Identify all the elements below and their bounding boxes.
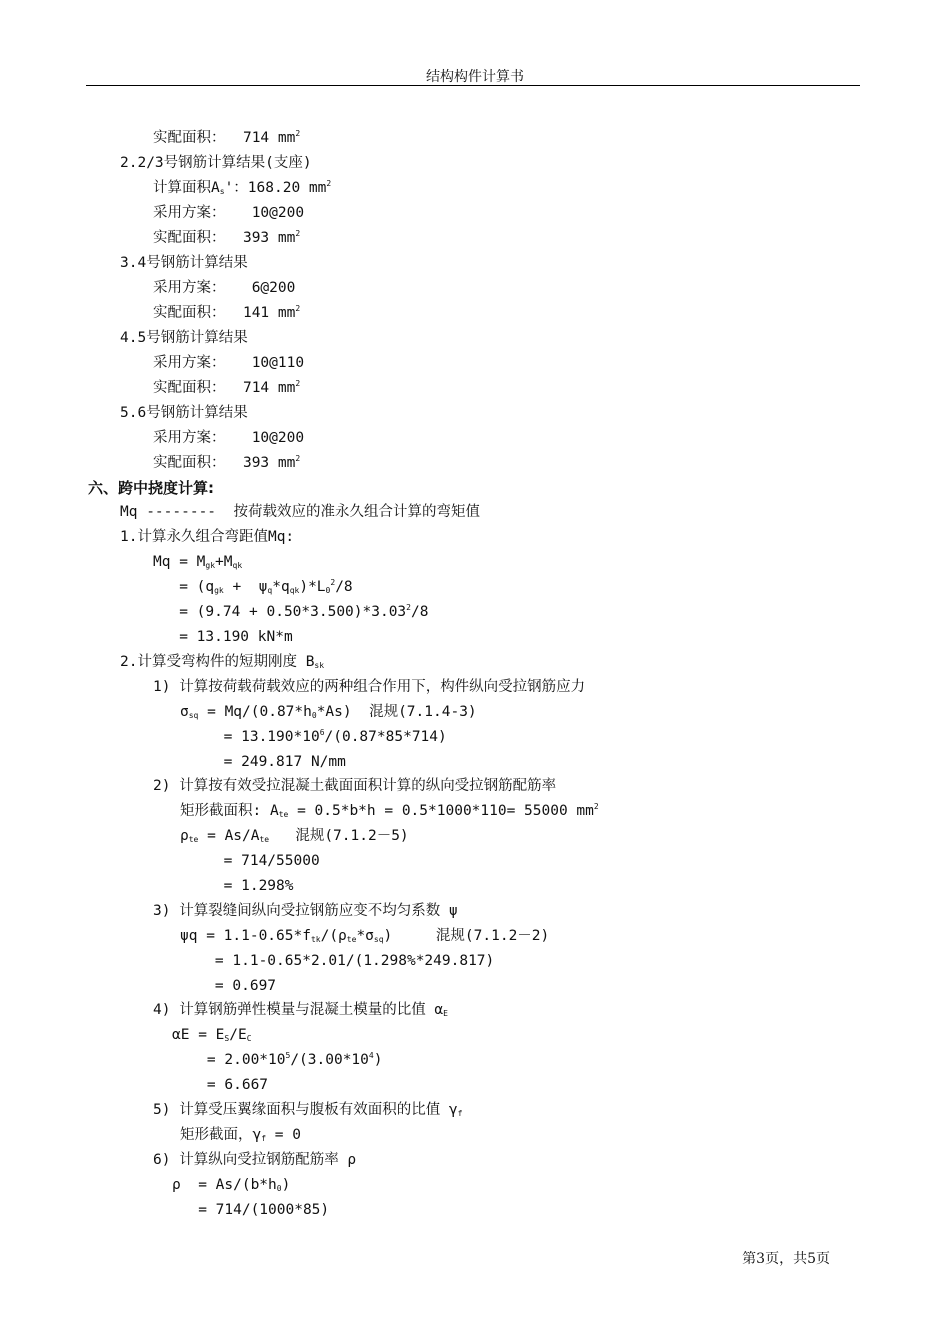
formula-line: = $(q_{gk} + \psi_q*q_{qk})*L_0^2/8$ — [153, 578, 353, 595]
text-line: 实配面积： 393 $mm^2$ — [153, 454, 301, 471]
formula-line: 矩形截面积: $A_{te} = 0.5*b*h = 0.5*1000*110= 55000$ $mm^2$ — [180, 802, 599, 819]
document-header-title: 结构构件计算书 — [426, 69, 524, 85]
text-line: 5.6号钢筋计算结果 — [120, 405, 248, 421]
text-line: 1.计算永久组合弯距值Mq: — [120, 529, 295, 545]
text-line: 1) 计算按荷载荷载效应的两种组合作用下，构件纵向受拉钢筋应力 — [153, 679, 586, 695]
text-line: 4) 计算钢筋弹性模量与混凝土模量的比值 $\alpha_E$ — [153, 1002, 448, 1018]
formula-line: = 714/(1000*85) — [172, 1202, 330, 1218]
text-line: 2.2/3号钢筋计算结果(支座) — [120, 155, 312, 171]
formula-line: = 1.298% — [180, 878, 294, 894]
text-line: Mq -------- 按荷载效应的准永久组合计算的弯矩值 — [120, 504, 480, 520]
text-line: 采用方案： 10@200 — [153, 205, 305, 221]
page-number: 第3页，共5页 — [742, 1251, 830, 1267]
formula-line: = 6.667 — [172, 1077, 269, 1093]
formula-line: = $(9.74 + 0.50*3.500)*3.03^2/8$ — [153, 603, 429, 620]
text-line: 采用方案： 10@110 — [153, 355, 305, 371]
text-line: 实配面积： 714 $mm^2$ — [153, 129, 301, 146]
formula-line: = 249.817 N/mm — [180, 754, 346, 770]
text-line: 3.4号钢筋计算结果 — [120, 255, 248, 271]
text-line: 采用方案： 6@200 — [153, 280, 296, 296]
text-line: 3) 计算裂缝间纵向受拉钢筋应变不均匀系数 ψ — [153, 903, 458, 919]
formula-line: $\psi q = 1.1-0.65*f_{tk}/(\rho_{te}*\sigma_{sq})$ 混规(7.1.2－2) — [180, 928, 550, 944]
formula-line: $\sigma_{sq} = Mq/(0.87*h_0*As)$ 混规(7.1.4-3) — [180, 704, 477, 720]
header-divider — [86, 85, 860, 86]
text-line: 6) 计算纵向受拉钢筋配筋率 ρ — [153, 1152, 357, 1168]
formula-line: $\rho = As/(b*h_0)$ — [172, 1177, 291, 1193]
text-line: 实配面积： 393 $mm^2$ — [153, 229, 301, 246]
text-line: 2.计算受弯构件的短期刚度 $B_{sk}$ — [120, 654, 325, 670]
formula-line: $Mq = M_{gk}+M_{qk}$ — [153, 554, 243, 570]
formula-line: = $2.00*10^5/(3.00*10^4)$ — [172, 1051, 383, 1068]
text-line: 计算面积$A_s'$：168.20 $mm^2$ — [153, 179, 332, 196]
formula-line: 矩形截面，$\gamma_f = 0$ — [180, 1127, 301, 1143]
formula-line: = $13.190*10^6/(0.87*85*714)$ — [180, 728, 447, 745]
text-line: 实配面积： 714 $mm^2$ — [153, 379, 301, 396]
formula-line: = 0.697 — [180, 978, 277, 994]
text-line: 4.5号钢筋计算结果 — [120, 330, 248, 346]
formula-line: $\rho_{te} = As/A_{te}$ 混规(7.1.2－5) — [180, 828, 409, 844]
formula-line: $\alpha E = E_S/E_C$ — [172, 1027, 252, 1043]
text-line: 2) 计算按有效受拉混凝土截面面积计算的纵向受拉钢筋配筋率 — [153, 778, 557, 794]
text-line: 实配面积： 141 $mm^2$ — [153, 304, 301, 321]
text-line: 5) 计算受压翼缘面积与腹板有效面积的比值 $\gamma_f$ — [153, 1102, 463, 1118]
formula-line: = 13.190 kN*m — [153, 629, 293, 645]
section-heading: 六、跨中挠度计算: — [88, 479, 214, 497]
text-line: 采用方案： 10@200 — [153, 430, 305, 446]
formula-line: = 1.1-0.65*2.01/(1.298%*249.817) — [180, 953, 495, 969]
formula-line: = 714/55000 — [180, 853, 320, 869]
